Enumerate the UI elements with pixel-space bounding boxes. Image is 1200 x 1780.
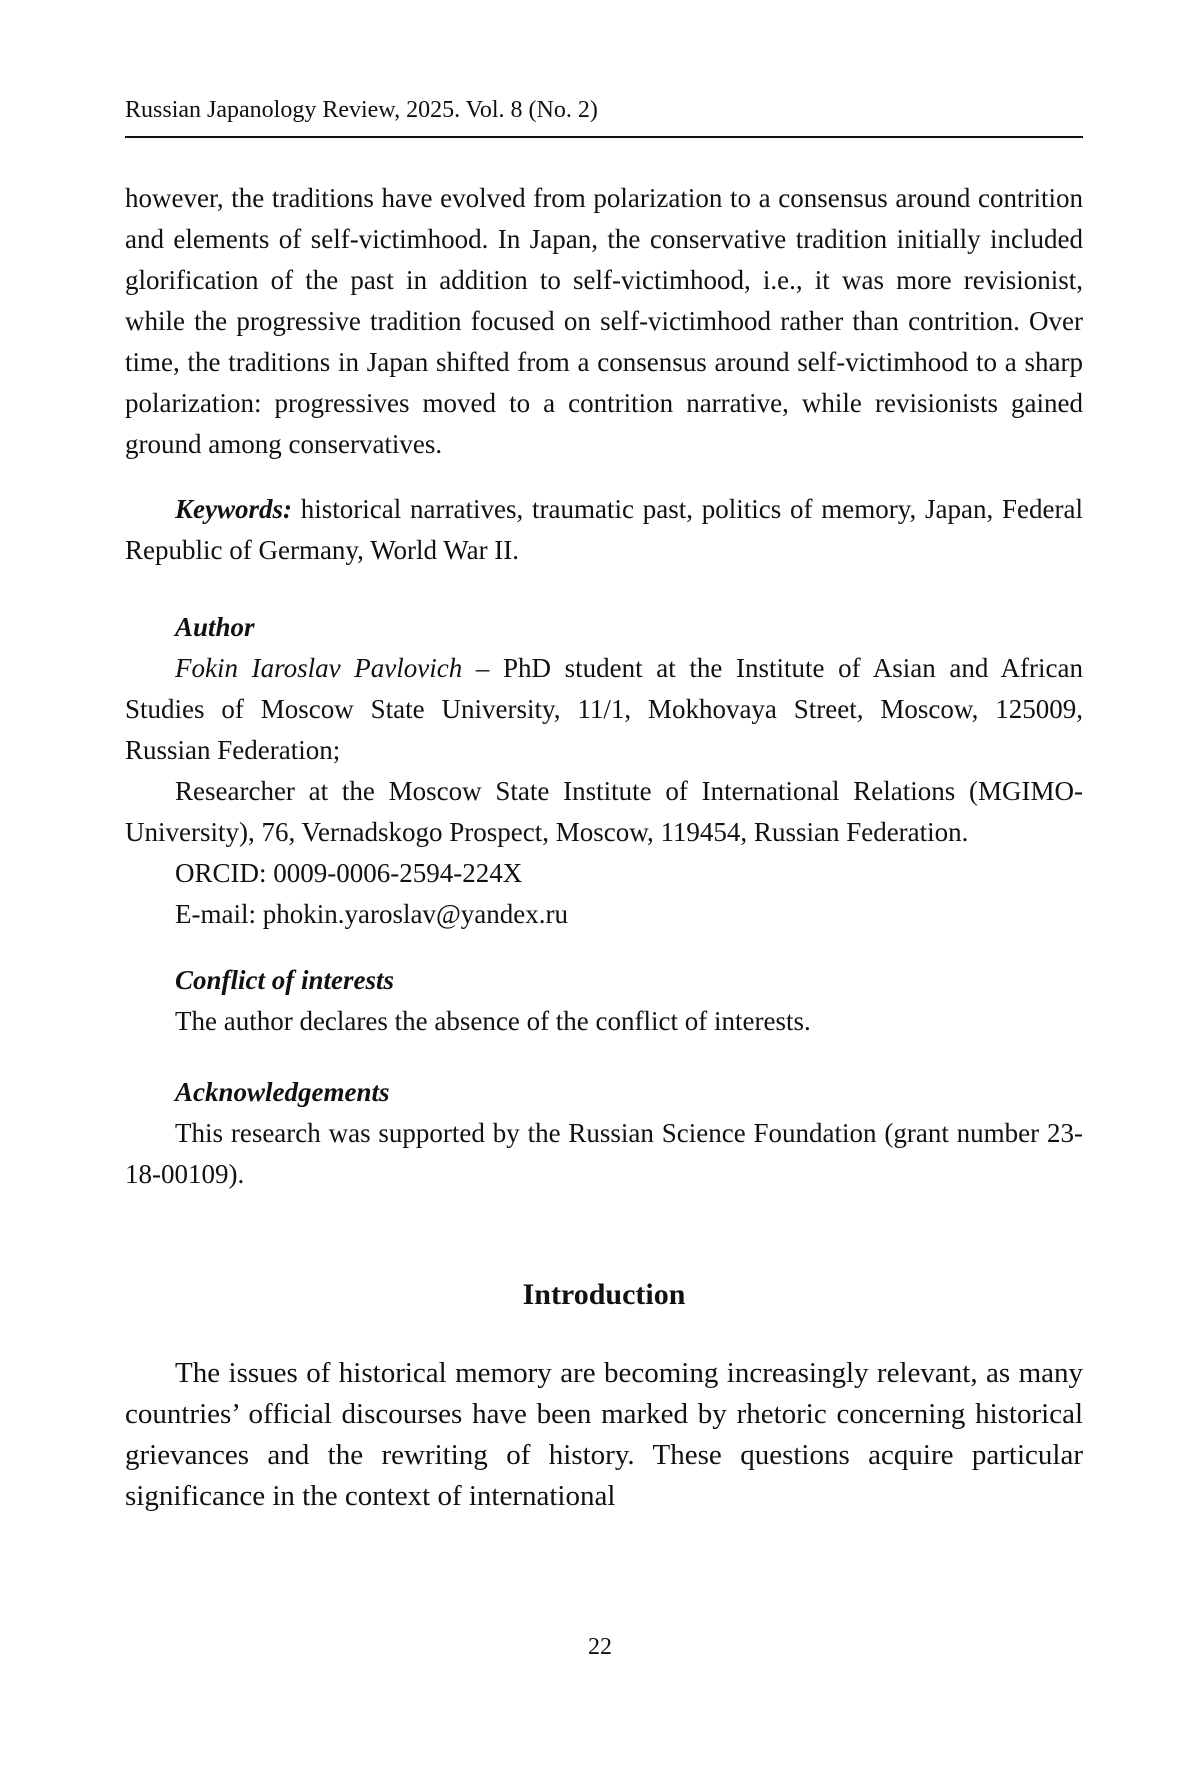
author-heading: Author [175, 612, 255, 642]
abstract-paragraph: however, the traditions have evolved from polarization to a consensus around contrition and elements of self-victimhood. In Japan, the conservative tradition initially included glorification of the past in addition to self-victimhood, i.e., it was more revisionist, while the progressive tradition focused on self-victimhood rather than contrition. Over time, the traditions in Japan shifted from a consensus around self-victimhood to a sharp polarization: progressives moved to a contrition narrative, while revisionists gained ground among conservatives. [125, 183, 1083, 459]
keywords-text: historical narratives, traumatic past, politics of memory, Japan, Federal Republic of Germany, World War II. [125, 494, 1083, 565]
acknowledgements-section [125, 1072, 1083, 1195]
keywords-paragraph [125, 489, 1083, 571]
acknowledgements-text: This research was supported by the Russian Science Foundation (grant number 23-18-00109). [125, 1118, 1083, 1189]
page-content [125, 96, 1083, 1517]
introduction-paragraph: The issues of historical memory are becoming increasingly relevant, as many countries’ official discourses have been marked by rhetoric concerning historical grievances and the rewriting of history. These questions acquire particular significance in the context of international [125, 1357, 1083, 1512]
conflict-section [125, 960, 1083, 1042]
author-email: E-mail: phokin.yaroslav@yandex.ru [175, 899, 569, 929]
author-affiliation-1 [125, 648, 1083, 771]
author-section [125, 607, 1083, 935]
introduction-title: Introduction [522, 1278, 686, 1311]
author-affiliation-2: Researcher at the Moscow State Institute of International Relations (MGIMO-University), 76, Vernadskogo Prospect, Moscow, 119454, Russian Federation. [125, 776, 1083, 847]
running-head: Russian Japanology Review, 2025. Vol. 8 (No. 2) [125, 96, 1083, 138]
author-affiliation-1-text: – PhD student at the Institute of Asian and African Studies of Moscow State University, 11/1, Mokhovaya Street, Moscow, 125009, Russian Federation; [125, 653, 1084, 765]
author-orcid: ORCID: 0009-0006-2594-224X [175, 858, 523, 888]
page-number: 22 [588, 1634, 612, 1660]
conflict-heading: Conflict of interests [175, 965, 395, 995]
keywords-label: Keywords: [175, 494, 292, 524]
acknowledgements-heading: Acknowledgements [175, 1077, 390, 1107]
author-name: Fokin Iaroslav Pavlovich [175, 653, 463, 683]
conflict-text: The author declares the absence of the conflict of interests. [175, 1006, 811, 1036]
